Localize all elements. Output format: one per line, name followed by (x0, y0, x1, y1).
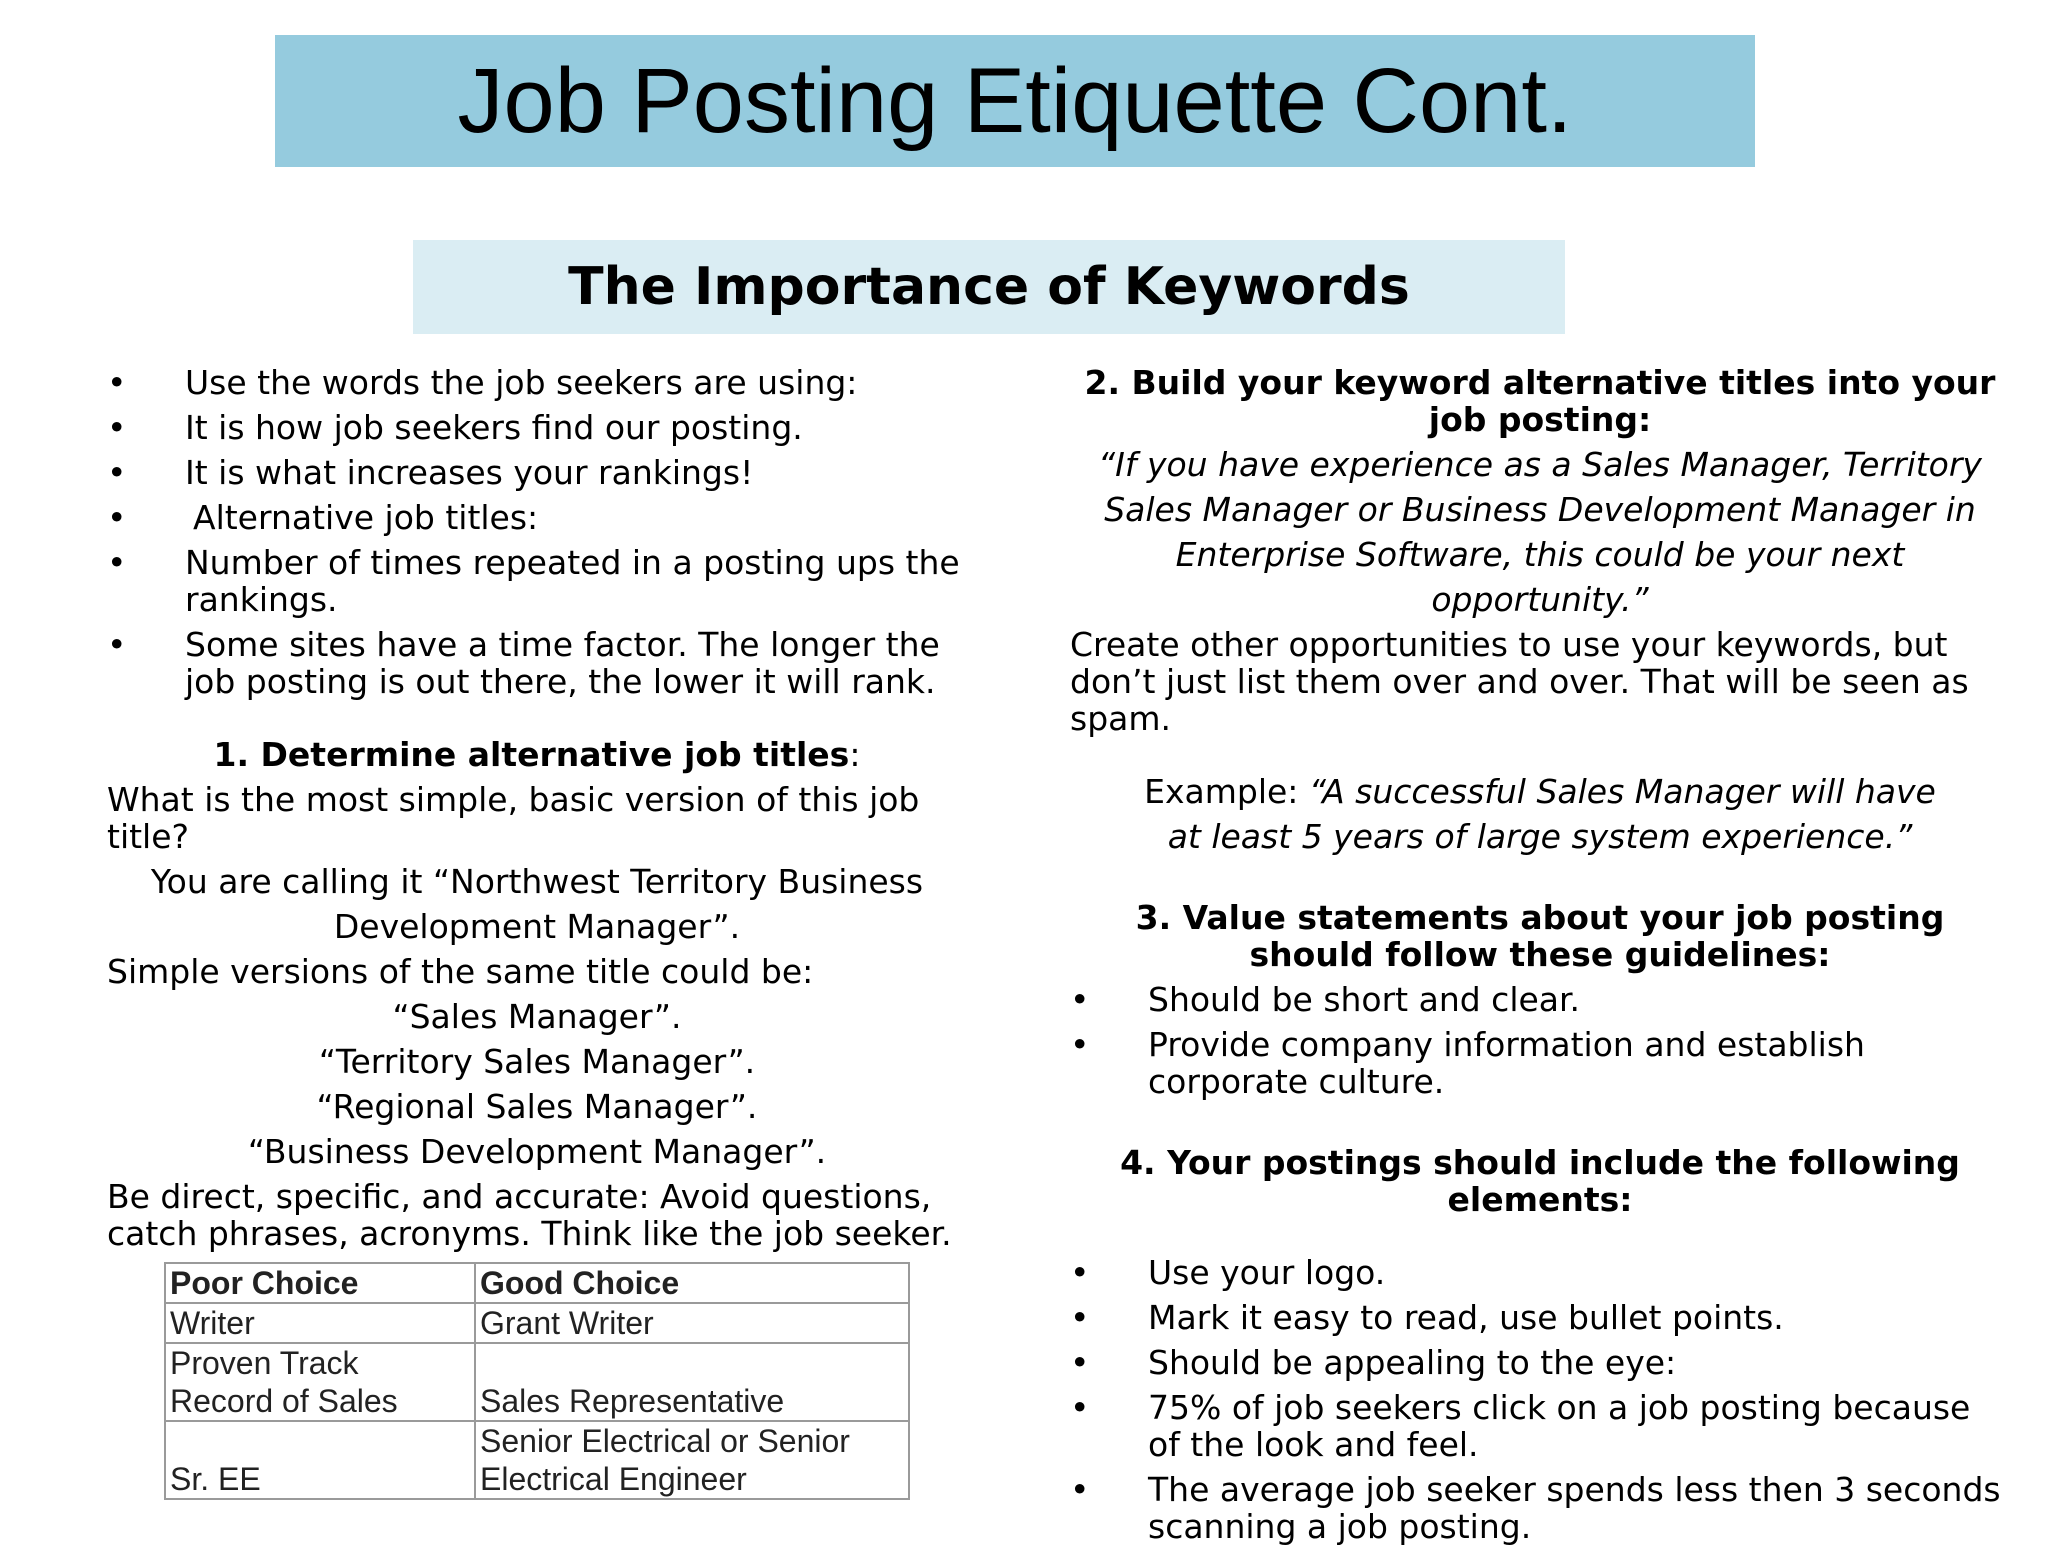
list-item: • Should be appealing to the eye: (1070, 1343, 1677, 1382)
section1-heading: 1. Determine alternative job titles: (213, 735, 861, 774)
list-item: • It is what increases your rankings! (107, 453, 754, 492)
simple-versions-label: Simple versions of the same title could be: (107, 952, 814, 991)
keyword-bullet-list (107, 364, 967, 700)
bullet-icon: • (1070, 1470, 1090, 1509)
poor-good-choice-table (164, 1262, 910, 1500)
table-header: Poor Choice (165, 1263, 475, 1303)
section3-bullet-list (1070, 981, 2010, 1100)
bullet-icon: • (1070, 1298, 1090, 1337)
example-line-2: at least 5 years of large system experience.” (1167, 817, 1913, 856)
list-item: • Should be short and clear. (1070, 980, 1581, 1019)
be-direct-text: Be direct, specific, and accurate: Avoid questions, catch phrases, acronyms. Think like the job seeker. (107, 1177, 952, 1253)
table-cell: Proven Track Record of Sales (165, 1343, 475, 1421)
bullet-icon: • (1070, 1388, 1090, 1427)
list-item: • The average job seeker spends less then 3 seconds scanning a job posting. (1070, 1470, 2001, 1546)
table-header-row (165, 1263, 909, 1303)
table-cell: Sr. EE (165, 1421, 475, 1499)
list-item: • Alternative job titles: (107, 498, 539, 537)
bullet-icon: • (107, 498, 127, 537)
list-item: • It is how job seekers find our posting. (107, 408, 803, 447)
section1-question: What is the most simple, basic version of this job title? (107, 780, 920, 856)
section-subtitle: The Importance of Keywords (568, 257, 1410, 317)
bullet-icon: • (107, 408, 127, 447)
list-item: • Number of times repeated in a posting ups the rankings. (107, 543, 960, 619)
bullet-icon: • (1070, 980, 1090, 1019)
table-cell: Grant Writer (475, 1303, 909, 1343)
title-banner (275, 35, 1755, 167)
version-item: “Sales Manager”. (392, 997, 682, 1036)
table-row (165, 1343, 909, 1421)
bullet-icon: • (1070, 1343, 1090, 1382)
section3-heading: 3. Value statements about your job posting should follow these guidelines: (1135, 898, 1945, 974)
quote-line: “If you have experience as a Sales Manager, Territory (1098, 445, 1982, 484)
bullet-icon: • (107, 363, 127, 402)
bullet-icon: • (1070, 1253, 1090, 1292)
table-row (165, 1303, 909, 1343)
bullet-icon: • (107, 625, 127, 664)
version-item: “Territory Sales Manager”. (318, 1042, 756, 1081)
create-other-text: Create other opportunities to use your keywords, but don’t just list them over and over. That will be seen as spam. (1070, 625, 1969, 738)
left-column (107, 364, 967, 1260)
list-item: • Use your logo. (1070, 1253, 1386, 1292)
calling-line-2: Development Manager”. (333, 907, 741, 946)
table-header: Good Choice (475, 1263, 909, 1303)
quote-line: Sales Manager or Business Development Manager in (1104, 490, 1976, 529)
list-item: • Some sites have a time factor. The longer the job posting is out there, the lower it will rank. (107, 625, 940, 701)
version-item: “Regional Sales Manager”. (316, 1087, 758, 1126)
example-line-1: Example: “A successful Sales Manager will have (1144, 772, 1936, 811)
quote-line: Enterprise Software, this could be your next (1175, 535, 1905, 574)
list-item: • 75% of job seekers click on a job posting because of the look and feel. (1070, 1388, 1971, 1464)
section4-heading: 4. Your postings should include the following elements: (1120, 1143, 1960, 1219)
bullet-icon: • (107, 543, 127, 582)
section4-bullet-list (1070, 1254, 2010, 1545)
bullet-icon: • (107, 453, 127, 492)
quote-line: opportunity.” (1431, 580, 1649, 619)
section2-heading: 2. Build your keyword alternative titles into your job posting: (1084, 363, 1996, 439)
table-row (165, 1421, 909, 1499)
table-cell: Senior Electrical or Senior Electrical Engineer (475, 1421, 909, 1499)
right-column (1070, 364, 2010, 1553)
calling-line-1: You are calling it “Northwest Territory Business (150, 862, 924, 901)
table-cell: Sales Representative (475, 1343, 909, 1421)
page-title: Job Posting Etiquette Cont. (457, 50, 1573, 152)
bullet-icon: • (1070, 1025, 1090, 1064)
version-item: “Business Development Manager”. (247, 1132, 827, 1171)
subtitle-banner (413, 240, 1565, 334)
list-item: • Mark it easy to read, use bullet points. (1070, 1298, 1784, 1337)
list-item: • Provide company information and establish corporate culture. (1070, 1025, 1865, 1101)
table-cell: Writer (165, 1303, 475, 1343)
list-item: • Use the words the job seekers are using: (107, 363, 858, 402)
